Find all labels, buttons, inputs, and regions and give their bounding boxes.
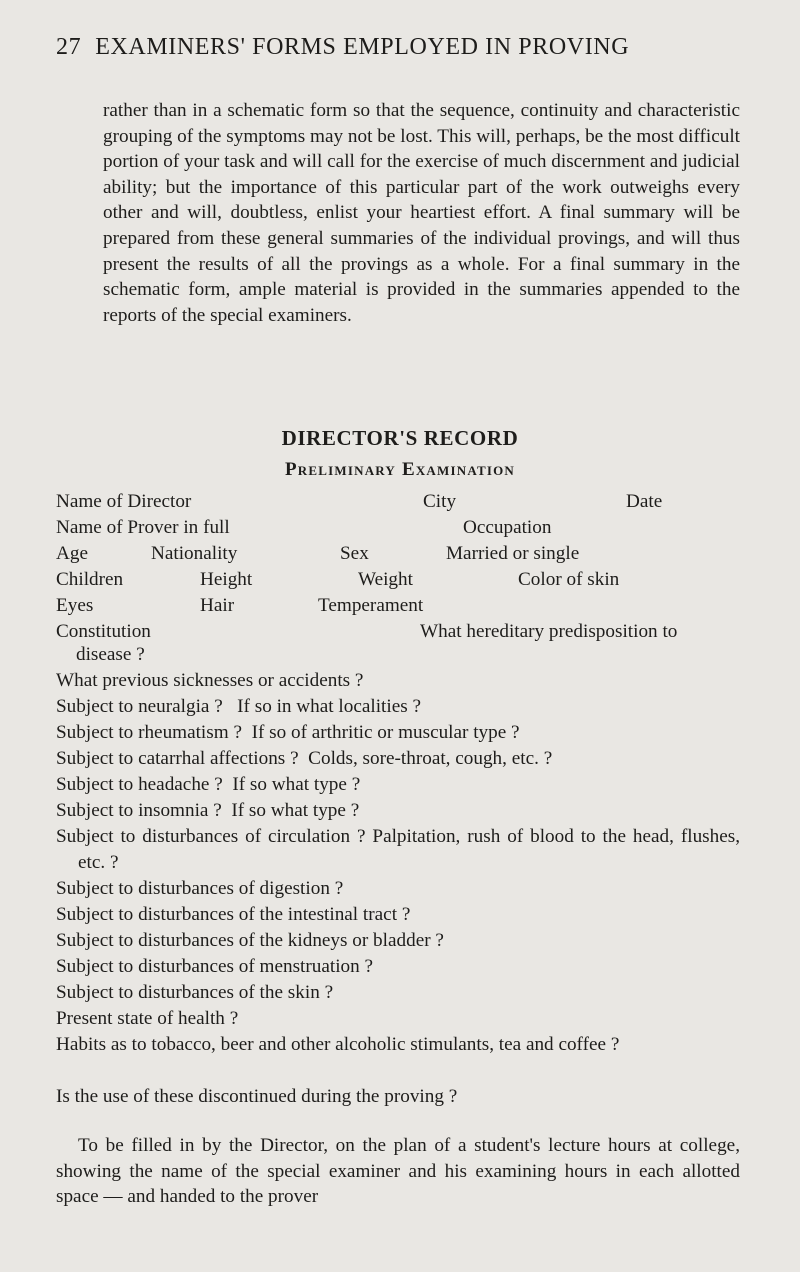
question-catarrhal: Subject to catarrhal affections ? Colds, sore-throat, cough, etc. ? (56, 748, 553, 769)
field-children: Children (56, 569, 124, 590)
field-temperament: Temperament (318, 595, 424, 616)
question-headache: Subject to headache ? If so what type ? (56, 774, 361, 795)
field-married-or-single: Married or single (446, 543, 580, 564)
field-weight: Weight (358, 569, 413, 590)
question-kidneys: Subject to disturbances of the kidneys or bladder ? (56, 930, 444, 951)
record-subtitle: Preliminary Examination (285, 459, 515, 480)
field-eyes: Eyes (56, 595, 94, 616)
field-disease: disease ? (76, 644, 145, 665)
question-previous-sicknesses: What previous sicknesses or accidents ? (56, 670, 364, 691)
question-digestion: Subject to disturbances of digestion ? (56, 878, 344, 899)
question-circulation: Subject to disturbances of circulation ? Palpitation, rush of blood to the head, flushes, etc. ? (56, 826, 740, 873)
question-habits: Habits as to tobacco, beer and other alcoholic stimulants, tea and coffee ? (56, 1034, 620, 1055)
question-present-health: Present state of health ? (56, 1008, 239, 1029)
intro-paragraph: rather than in a schematic form so that the sequence, continuity and characteristic grouping of the symptoms may not be lost. This will, perhaps, be the most difficult portion of your task and will call for the exercise of much discernment and judicial ability; but the importance of this particular part of the work outweighs every other and will, doubtless, enlist your heartiest effort. A final summary will be prepared from these general summaries of the individual provings, and will thus present the results of all the provings as a whole. For a final summary in the schematic form, ample material is provided in the summaries appended to the reports of the special examiners. (103, 100, 740, 326)
field-occupation: Occupation (463, 517, 552, 538)
question-skin: Subject to disturbances of the skin ? (56, 982, 334, 1003)
running-head (56, 34, 629, 61)
field-hereditary-predisposition: What hereditary predisposition to (420, 621, 678, 642)
field-color-of-skin: Color of skin (518, 569, 620, 590)
closing-paragraph: To be filled in by the Director, on the plan of a student's lecture hours at college, showing the name of the special examiner and his examining hours in each allotted space — and handed to the prover (56, 1135, 740, 1208)
field-constitution: Constitution (56, 621, 151, 642)
field-sex: Sex (340, 543, 369, 564)
question-insomnia: Subject to insomnia ? If so what type ? (56, 800, 360, 821)
field-date: Date (626, 491, 663, 512)
field-hair: Hair (200, 595, 235, 616)
question-intestinal: Subject to disturbances of the intestinal tract ? (56, 904, 411, 925)
question-discontinued: Is the use of these discontinued during the proving ? (56, 1086, 458, 1107)
running-title: EXAMINERS' FORMS EMPLOYED IN PROVING (95, 34, 630, 60)
question-rheumatism: Subject to rheumatism ? If so of arthritic or muscular type ? (56, 722, 520, 743)
field-name-of-prover: Name of Prover in full (56, 517, 230, 538)
page-number: 27 (56, 34, 82, 60)
question-neuralgia: Subject to neuralgia ? If so in what localities ? (56, 696, 421, 717)
field-age: Age (56, 543, 88, 564)
field-city: City (423, 491, 457, 512)
field-height: Height (200, 569, 253, 590)
question-menstruation: Subject to disturbances of menstruation ? (56, 956, 374, 977)
field-nationality: Nationality (151, 543, 238, 564)
field-name-of-director: Name of Director (56, 491, 192, 512)
record-title: DIRECTOR'S RECORD (281, 426, 519, 450)
